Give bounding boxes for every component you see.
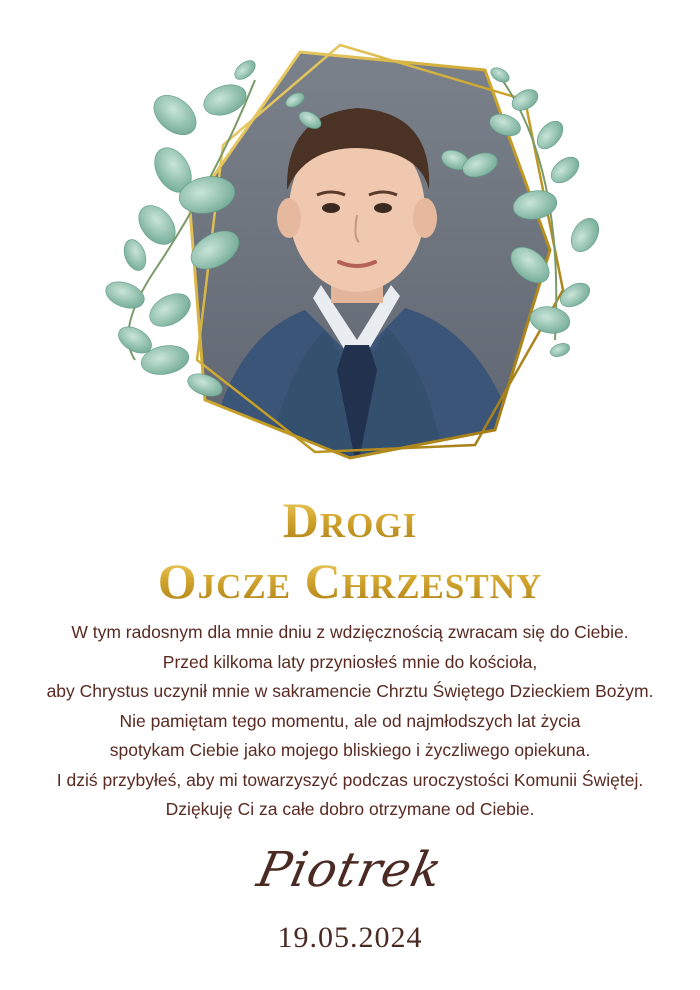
message-line: aby Chrystus uczynił mnie w sakramencie Chrztu Świętego Dzieckiem Bożym.: [46, 681, 654, 701]
message-line: spotykam Ciebie jako mojego bliskiego i życzliwego opiekuna.: [109, 740, 591, 760]
heading-line-1: Drogi: [0, 490, 700, 550]
signature: Piotrek: [252, 842, 448, 898]
photo-frame: [95, 40, 615, 470]
message-line: I dziś przybyłeś, aby mi towarzyszyć podczas uroczystości Komunii Świętej.: [56, 769, 644, 790]
heading-line-2: Ojcze Chrzestny: [0, 551, 700, 611]
message-line: Przed kilkoma laty przyniosłeś mnie do kościoła,: [162, 651, 538, 672]
message-text: [30, 618, 670, 825]
message-line: Dziękuję Ci za całe dobro otrzymane od Ciebie.: [165, 799, 535, 819]
message-line: W tym radosnym dla mnie dniu z wdzięcznością zwracam się do Ciebie.: [71, 622, 629, 642]
message-line: Nie pamiętam tego momentu, ale od najmłodszych lat życia: [119, 710, 581, 731]
date: 19.05.2024: [277, 921, 423, 954]
